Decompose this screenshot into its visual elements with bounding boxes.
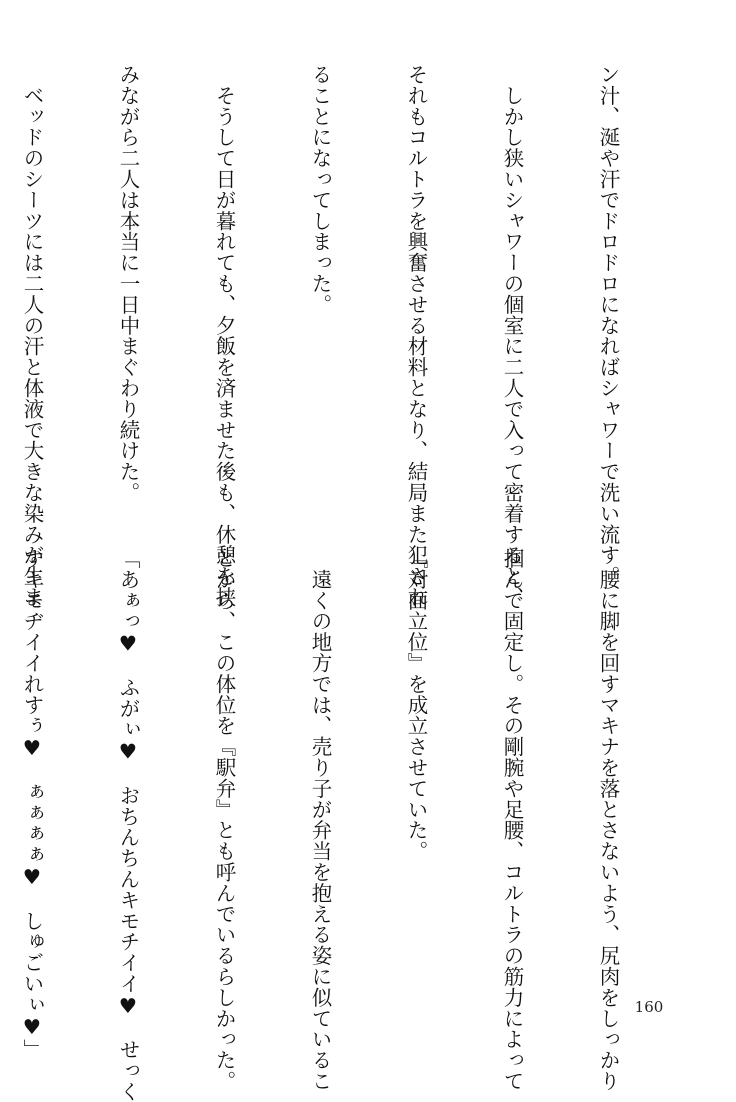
text-column: すキモヂイイれすぅ♥ ぁぁぁぁ♥ しゅごいぃ♥」 xyxy=(20,548,44,1061)
text-column: それもコルトラを興奮させる材料となり、結局また犯され xyxy=(404,64,428,608)
text-column: 『対面立位』を成立させていた。 xyxy=(404,548,428,862)
text-column: 「あぁっ♥ ふがぃ♥ おちんちんキモチイイ♥ せっく xyxy=(116,548,140,1102)
text-column: 遠くの地方では、売り子が弁当を抱える姿に似ているこ xyxy=(308,548,332,1092)
text-column: 腰に脚を回すマキナを落とさないよう、尻肉をしっかり xyxy=(596,548,620,1092)
page-number: 160 xyxy=(634,998,664,1016)
text-column: しかし狭いシャワーの個室に二人で入って密着すると、 xyxy=(500,64,524,608)
upper-text-block xyxy=(20,64,688,608)
text-column: ン汁、涎や汗でドロドロになればシャワーで洗い流す。 xyxy=(596,64,620,587)
text-column: そうして日が暮れても、夕飯を済ませた後も、休憩を挟 xyxy=(212,64,236,608)
text-column: 掴んで固定し。その剛腕や足腰、コルトラの筋力によって xyxy=(500,548,524,1092)
text-column: みながら二人は本当に一日中まぐわり続けた。 xyxy=(116,64,140,503)
text-column: とから、この体位を『駅弁』とも呼んでいるらしかった。 xyxy=(212,548,236,1092)
text-column: ベッドのシーツには二人の汗と体液で大きな染みが生ま xyxy=(20,64,44,608)
text-column: ることになってしまった。 xyxy=(308,64,332,315)
